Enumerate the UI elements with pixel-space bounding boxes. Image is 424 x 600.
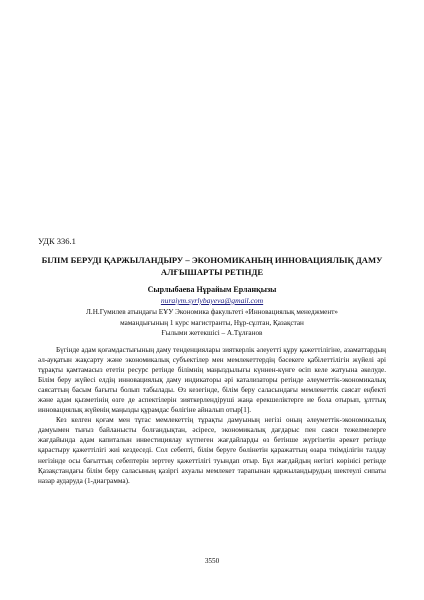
- article-body: [38, 345, 386, 486]
- paragraph: Бүгінде адам қоғамдастығының даму тенденциялары зияткерлік әлеуетті құру қажеттілігіне, азаматтардың әл-ауқатын жақсарту және экономикалық субъектілер мен мемлекеттердің бәсекеге қабілеттілігін жүйелі әрі тұрақты қамтамасыз ететін ресурс ретінде білімнің маңыздылығы күннен-күнге өсіп келе жатуына әкелуде. Білім беру жүйесі елдің инновациялық даму индикаторы әрі катализаторы ретінде әлеуметтік-экономикалық саясаттың басым бағыты болып табылады. Өз кезегінде, білім беру саласындағы мемлекеттік саясат еңбекті және адам қызметінің өзге де аспектілерін зияткерлендіруші жаңа ерекшеліктерге ие бола отырып, ұлттық инновациялық жүйенің маңызды құрамдас бөлігіне айналып отыр[1].: [38, 346, 386, 415]
- author-name: Сырлыбаева Нұрайым Ерланқызы: [147, 285, 277, 294]
- udk-code: УДК 336.1: [38, 236, 76, 246]
- affiliation-line: Л.Н.Гумилев атындағы ЕҰУ Экономика факультеті «Инновациялық менеджмент»: [86, 308, 338, 316]
- supervisor-line: Ғылыми жетекшісі – А.Тұлғанов: [161, 329, 263, 337]
- author-email-link[interactable]: nuraiym.syrlybayeva@gmail.com: [160, 296, 264, 305]
- article-title: БІЛІМ БЕРУДІ ҚАРЖЫЛАНДЫРУ – ЭКОНОМИКАНЫҢ ИННОВАЦИЯЛЫҚ ДАМУ АЛҒЫШАРТЫ РЕТІНДЕ: [41, 255, 383, 277]
- affiliation-line: мамандығының 1 курс магистранты, Нұр-сұлтан, Қазақстан: [120, 319, 304, 327]
- paragraph: Кез келген қоғам мен тұтас мемлекеттің тұрақты дамуының негізі оның әлеуметтік-экономикалық дамуымен тығыз байланысты болғандықтан, әсіресе, экономикалық дағдарыс пен саяси тежелмелерге жағдайында адам капиталын инвестициялау күтпеген жағдайларды өз бетінше жүргізетін әрекет ретінде қарастыру қажеттілігі жиі кездеседі. Сол себепті, білім беруге бөлінетін қаражаттың өзара тиімділігін талдау негізінде осы бағыттың себептерін зерттеу қажеттілігі туындап отыр. Бұл жағдайдың негізгі көрінісі ретінде Қазақстандағы білім беру саласының қазіргі ахуалы мемлекет тарапынан қаржыландырудың шектеулі сипаты назар аударуда (1-диаграмма).: [38, 416, 386, 485]
- page-number: 3550: [204, 557, 220, 565]
